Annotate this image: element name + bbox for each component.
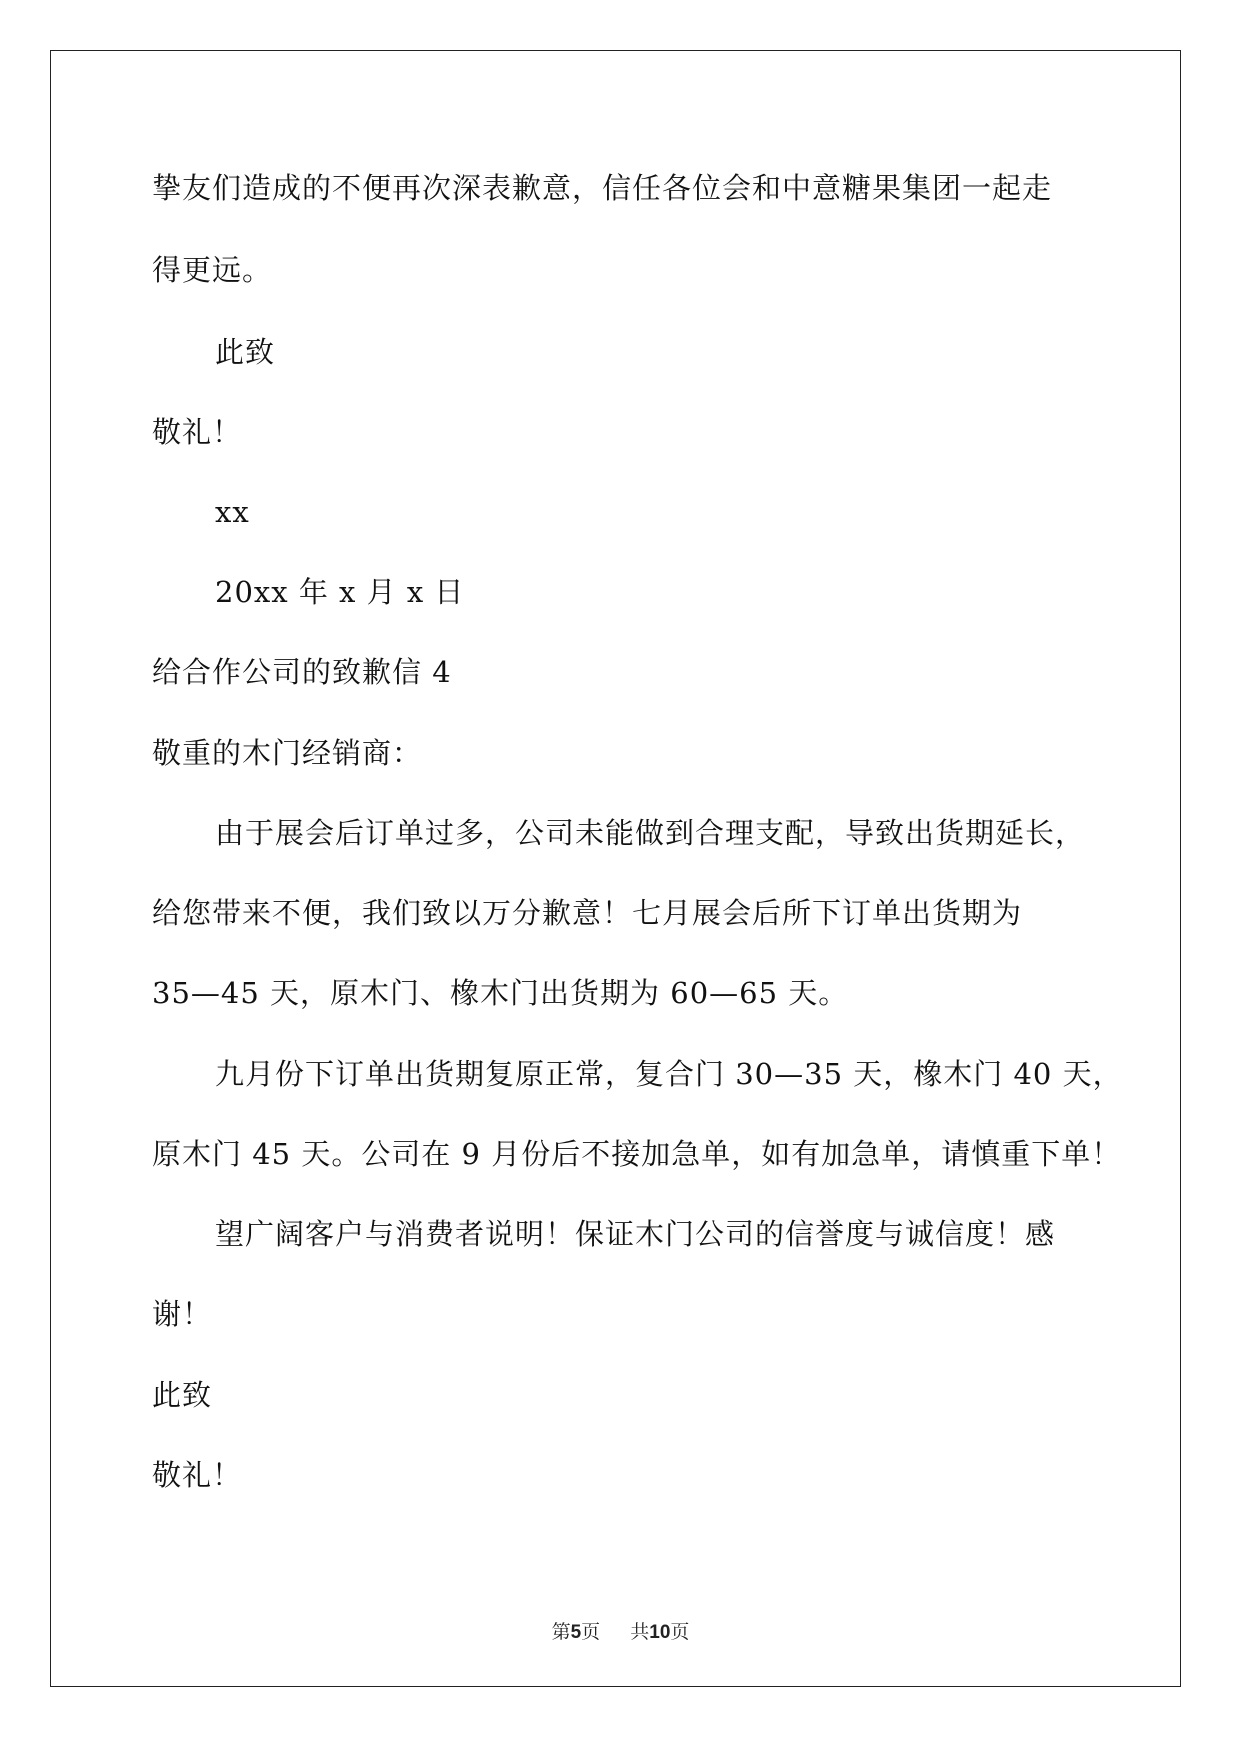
page-suffix: 页 <box>581 1621 601 1643</box>
total-pages: 10 <box>649 1622 671 1643</box>
body-line-8: 望广阔客户与消费者说明！保证木门公司的信誉度与诚信度！感 <box>215 1217 1056 1251</box>
body-line-5: 35—45 天，原木门、橡木门出货期为 60—65 天。 <box>152 976 849 1010</box>
page-number: 5 <box>570 1622 582 1643</box>
section-title: 给合作公司的致歉信 4 <box>152 655 452 689</box>
closing-regards-2: 敬礼！ <box>152 1458 243 1492</box>
page-prefix: 第 <box>551 1621 571 1643</box>
body-line-9: 谢！ <box>152 1297 213 1331</box>
closing-salutation: 此致 <box>215 335 276 369</box>
closing-regards: 敬礼！ <box>152 415 243 449</box>
body-line-3: 由于展会后订单过多，公司未能做到合理支配，导致出货期延长， <box>215 816 1086 850</box>
closing-salutation-2: 此致 <box>152 1378 213 1412</box>
body-line-1: 挚友们造成的不便再次深表歉意，信任各位会和中意糖果集团一起走 <box>152 171 1053 205</box>
total-suffix: 页 <box>670 1621 690 1643</box>
letter-greeting: 敬重的木门经销商： <box>152 736 423 770</box>
body-line-7: 原木门 45 天。公司在 9 月份后不接加急单，如有加急单，请慎重下单！ <box>152 1137 1122 1171</box>
signature-date: 20xx 年 x 月 x 日 <box>215 575 465 609</box>
page-border <box>50 50 1181 1687</box>
body-line-4: 给您带来不便，我们致以万分歉意！七月展会后所下订单出货期为 <box>152 896 1023 930</box>
page-footer <box>0 1617 1241 1644</box>
body-line-6: 九月份下订单出货期复原正常，复合门 30—35 天，橡木门 40 天， <box>215 1057 1123 1091</box>
body-line-2: 得更远。 <box>152 253 273 287</box>
total-prefix: 共 <box>630 1621 650 1643</box>
signature-name: xx <box>215 495 250 529</box>
